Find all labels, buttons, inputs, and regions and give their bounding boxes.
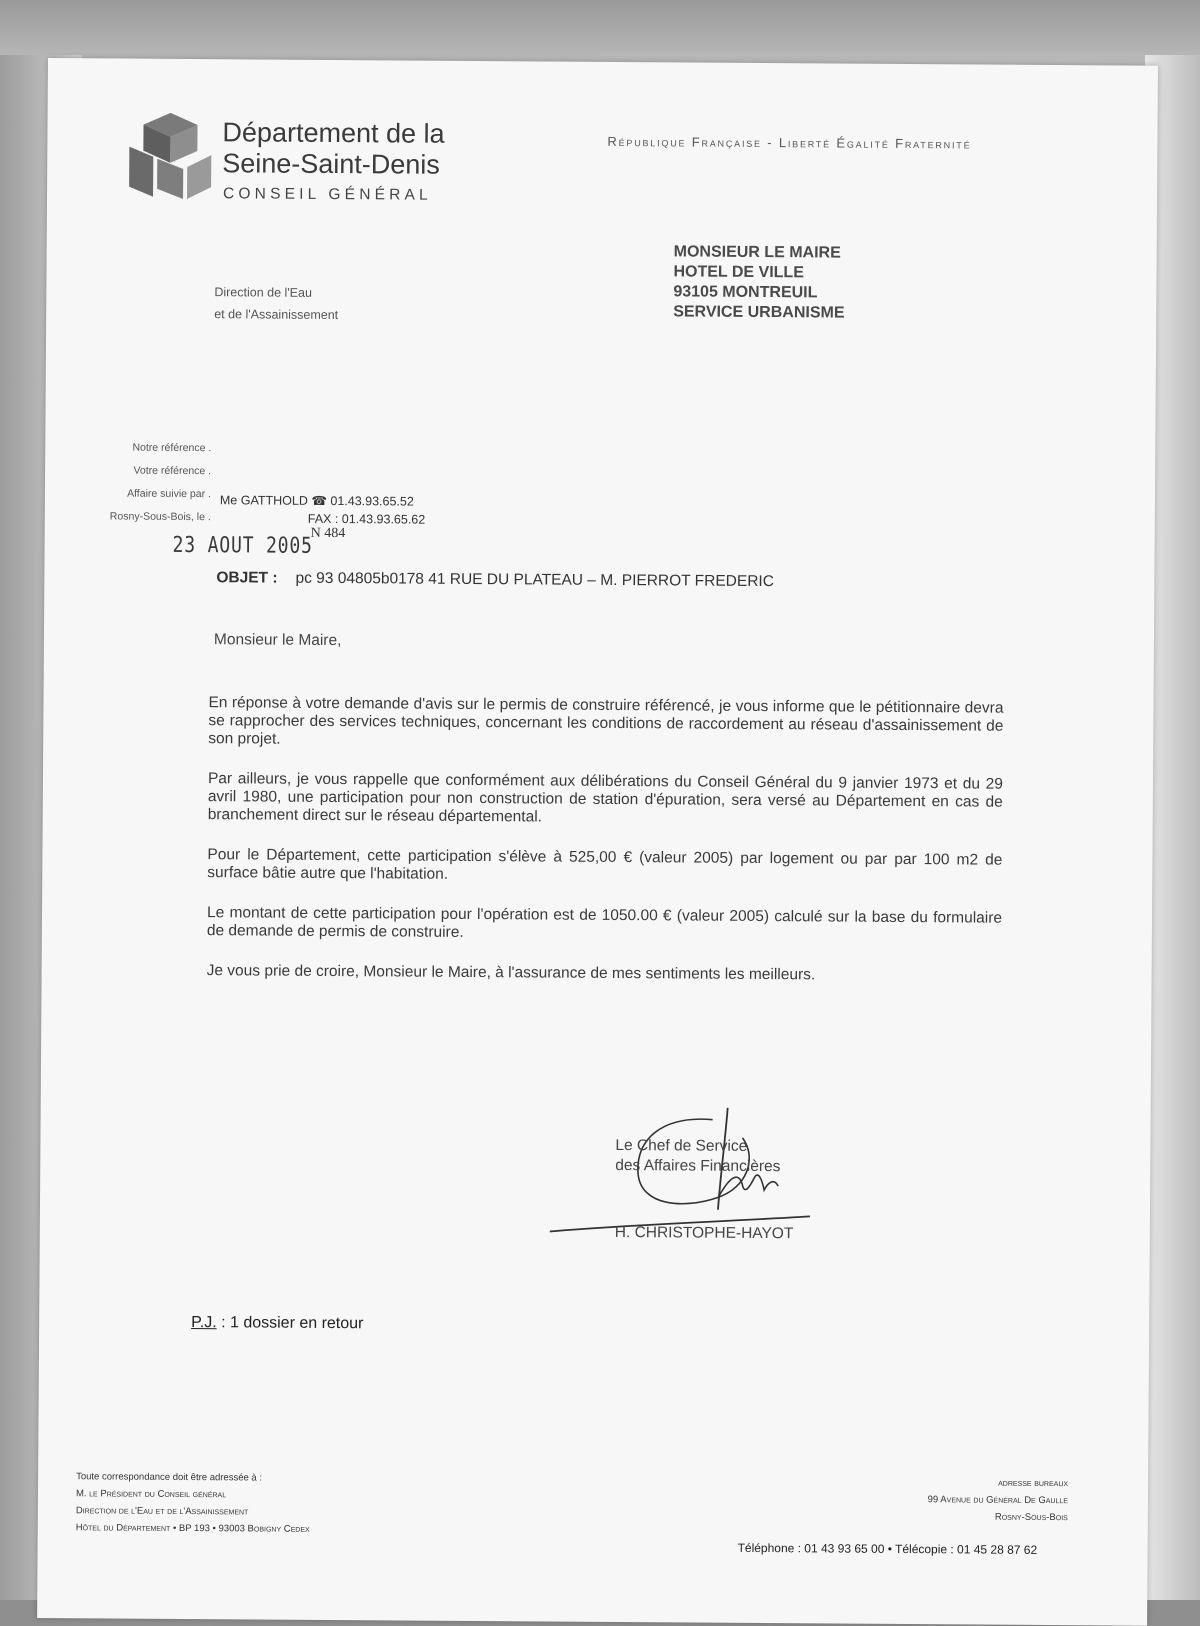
department-logo-icon	[127, 111, 214, 202]
signatory-title-line1: Le Chef de Service	[615, 1136, 748, 1155]
letter-page	[37, 58, 1158, 1626]
attachment-note	[191, 1314, 363, 1333]
attachment-label: P.J.	[191, 1314, 217, 1332]
footer-left-line2: M. le Président du Conseil général	[75, 1488, 227, 1501]
subject-label: OBJET :	[216, 569, 278, 587]
footer-correspondence-address	[76, 1468, 310, 1538]
footer-right-line2: 99 Avenue du Général De Gaulle	[927, 1494, 1068, 1507]
notre-reference-label: Notre référence .	[132, 441, 212, 455]
footer-left-line3: Direction de l'Eau et de l'Assainissement	[75, 1505, 249, 1518]
date-stamp: 23 AOUT 2005	[172, 532, 313, 559]
subject-line	[216, 569, 774, 591]
paragraph: Par ailleurs, je vous rappelle que conformément aux délibérations du Conseil Général du 9 janvier 1973 et du 29 avril 1980, une participation pour non construction de station d'épuration, sera versé au Département en cas de branchement direct sur le réseau départemental.	[207, 770, 1004, 826]
recipient-line3: 93105 MONTREUIL	[673, 283, 818, 302]
salutation: Monsieur le Maire,	[213, 631, 342, 650]
recipient-address	[673, 242, 845, 323]
footer-phone-fax: Téléphone : 01 43 93 65 00 • Télécopie : 01 45 28 87 62	[737, 1540, 1038, 1557]
footer-left-line4: Hôtel du Département • BP 193 • 93003 Bobigny Cedex	[75, 1522, 310, 1535]
department-line1: Direction de l'Eau	[214, 285, 312, 300]
stamp-number: N 484	[310, 525, 346, 542]
reference-labels	[45, 436, 212, 529]
signatory-title-line2: des Affaires Financières	[615, 1156, 781, 1176]
paragraph: Le montant de cette participation pour l'opération est de 1050.00 € (valeur 2005) calculé sur la base du formulaire de demande de permis de construire.	[206, 904, 1003, 941]
recipient-line2: HOTEL DE VILLE	[673, 263, 804, 282]
place-date-label: Rosny-Sous-Bois, le .	[109, 510, 211, 524]
fax-value: FAX : 01.43.93.65.62	[307, 511, 426, 527]
votre-reference-label: Votre référence .	[133, 464, 212, 478]
signatory-title	[615, 1136, 780, 1177]
org-name-line2: Seine-Saint-Denis	[222, 148, 440, 180]
department-block	[214, 281, 338, 326]
department-line2: et de l'Assainissement	[214, 307, 339, 323]
recipient-line1: MONSIEUR LE MAIRE	[673, 243, 841, 262]
affaire-label: Affaire suivie par .	[127, 487, 212, 501]
signatory-name: H. CHRISTOPHE-HAYOT	[614, 1223, 794, 1243]
subject-text: pc 93 04805b0178 41 RUE DU PLATEAU – M. PIERROT FREDERIC	[295, 569, 774, 591]
paragraph: Pour le Département, cette participation s'élève à 525,00 € (valeur 2005) par logement ou par par 100 m2 de surface bâtie autre que l'habitation.	[207, 846, 1003, 883]
paragraph: En réponse à votre demande d'avis sur le permis de construire référencé, je vous informe que le pétitionnaire devra se rapprocher des services techniques, concernant les conditions de raccordement au réseau d'assainissement de son projet.	[208, 694, 1004, 748]
paragraph: Je vous prie de croire, Monsieur le Maire, à l'assurance de mes sentiments les meilleurs.	[206, 962, 816, 984]
footer-right-line3: Rosny-Sous-Bois	[994, 1511, 1068, 1524]
footer-office-address	[778, 1473, 1068, 1526]
attachment-text: : 1 dossier en retour	[216, 1314, 364, 1333]
affaire-value: Me GATTHOLD ☎ 01.43.93.65.52	[219, 493, 414, 509]
footer-left-line1: Toute correspondance doit être adressée à :	[76, 1471, 263, 1484]
letter-body	[206, 694, 1003, 1008]
org-name-line1: Département de la	[222, 117, 445, 149]
recipient-line4: SERVICE URBANISME	[673, 303, 845, 322]
footer-right-line1: adresse bureaux	[998, 1477, 1069, 1490]
republic-motto: République Française - Liberté Égalité Fraternité	[607, 133, 972, 152]
org-subtitle: CONSEIL GÉNÉRAL	[222, 185, 432, 204]
